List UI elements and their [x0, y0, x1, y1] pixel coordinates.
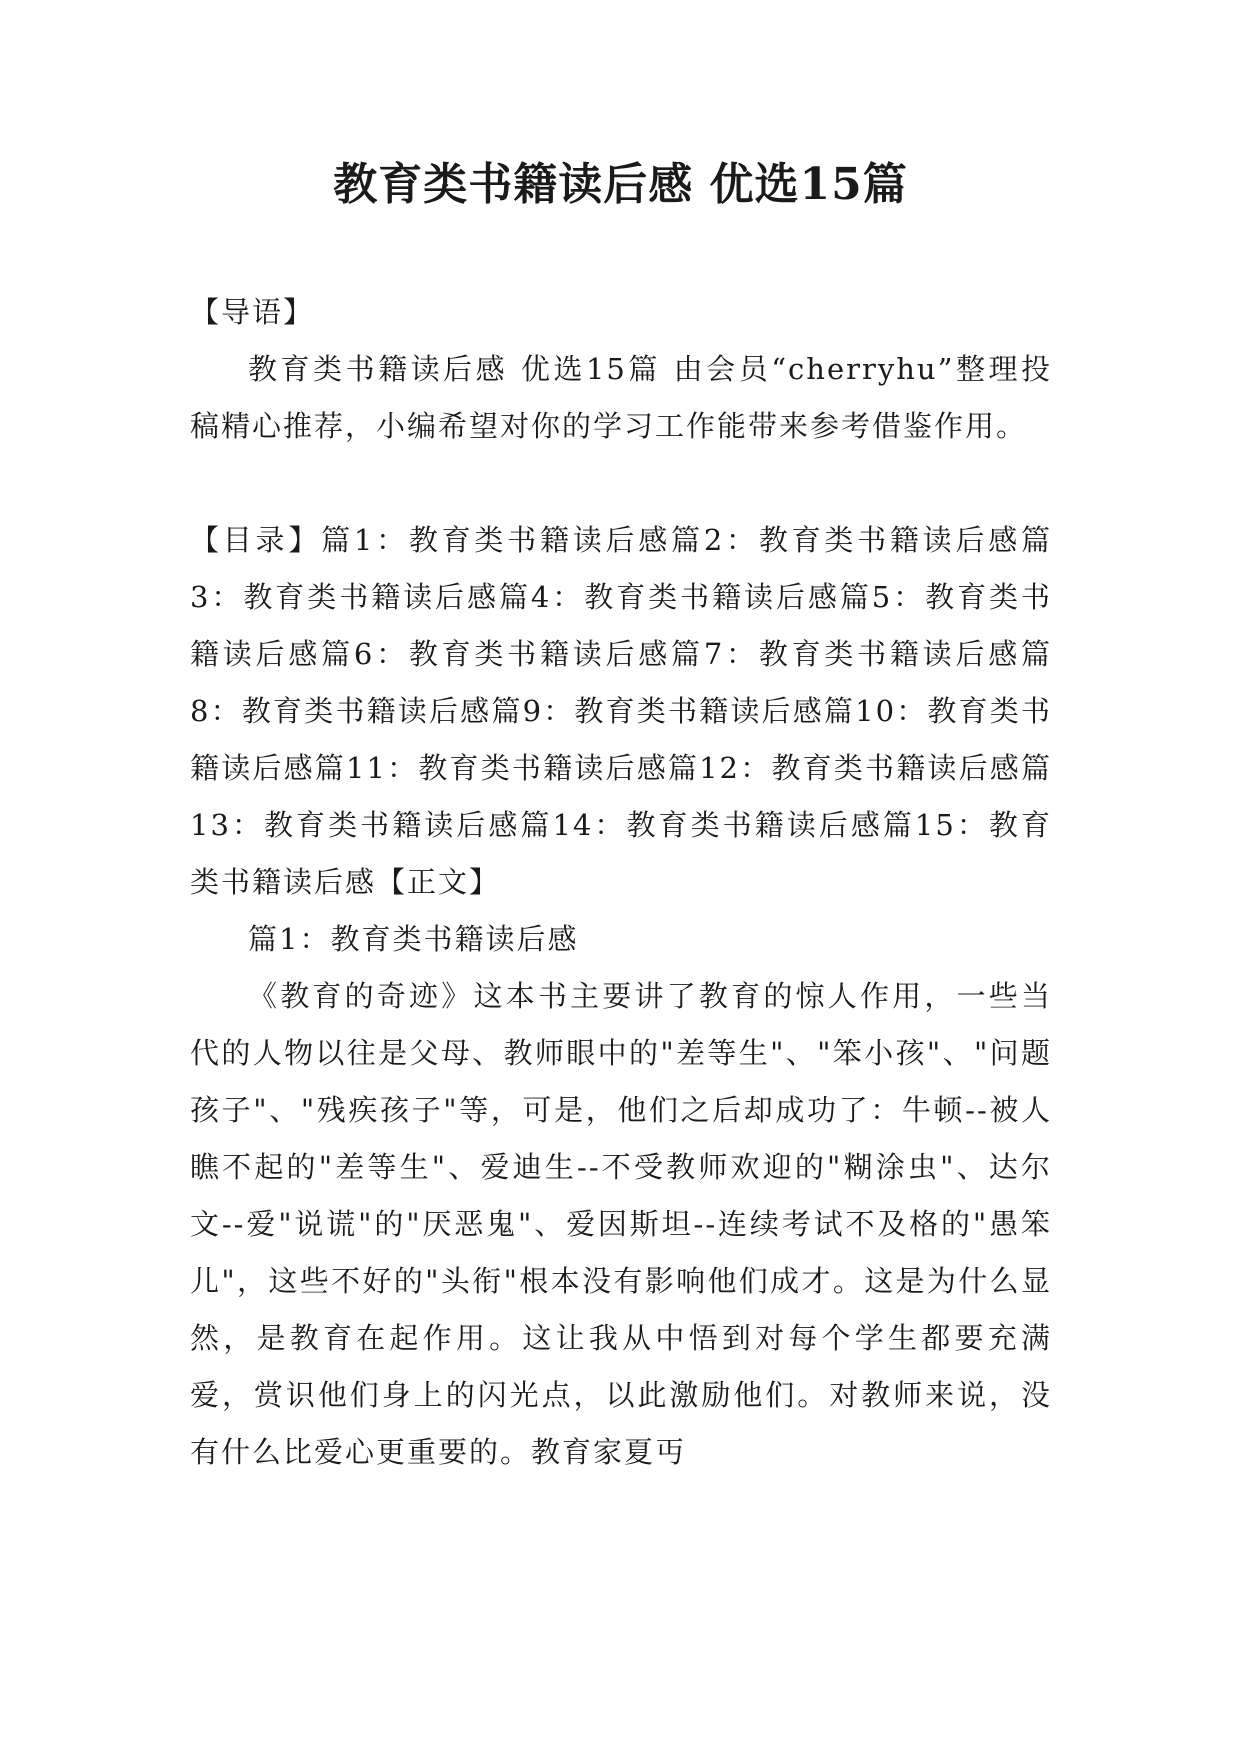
document-title: 教育类书籍读后感 优选15篇 — [333, 159, 908, 210]
intro-paragraph: 教育类书籍读后感 优选15篇 由会员“cherryhu”整理投稿精心推荐，小编希望对你的学习工作能带来参考借鉴作用。 — [190, 352, 1052, 443]
document-body — [190, 284, 1052, 1481]
intro-heading: 【导语】 — [190, 295, 315, 329]
paragraph-spacer — [190, 455, 1052, 512]
table-of-contents: 【目录】篇1：教育类书籍读后感篇2：教育类书籍读后感篇3：教育类书籍读后感篇4：教育类书籍读后感篇5：教育类书籍读后感篇6：教育类书籍读后感篇7：教育类书籍读后感篇8：教育类书籍读后感篇9：教育类书籍读后感篇10：教育类书籍读后感篇11：教育类书籍读后感篇12：教育类书籍读后感篇13：教育类书籍读后感篇14：教育类书籍读后感篇15：教育类书籍读后感【正文】 — [190, 523, 1052, 899]
section-1-heading: 篇1：教育类书籍读后感 — [248, 922, 579, 956]
section-1-paragraph: 《教育的奇迹》这本书主要讲了教育的惊人作用，一些当代的人物以往是父母、教师眼中的"差等生"、"笨小孩"、"问题孩子"、"残疾孩子"等，可是，他们之后却成功了：牛顿--被人瞧不起的"差等生"、爱迪生--不受教师欢迎的"糊涂虫"、达尔文--爱"说谎"的"厌恶鬼"、爱因斯坦--连续考试不及格的"愚笨儿"，这些不好的"头衔"根本没有影响他们成才。这是为什么显然，是教育在起作用。这让我从中悟到对每个学生都要充满爱，赏识他们身上的闪光点，以此激励他们。对教师来说，没有什么比爱心更重要的。教育家夏丏 — [190, 979, 1052, 1469]
